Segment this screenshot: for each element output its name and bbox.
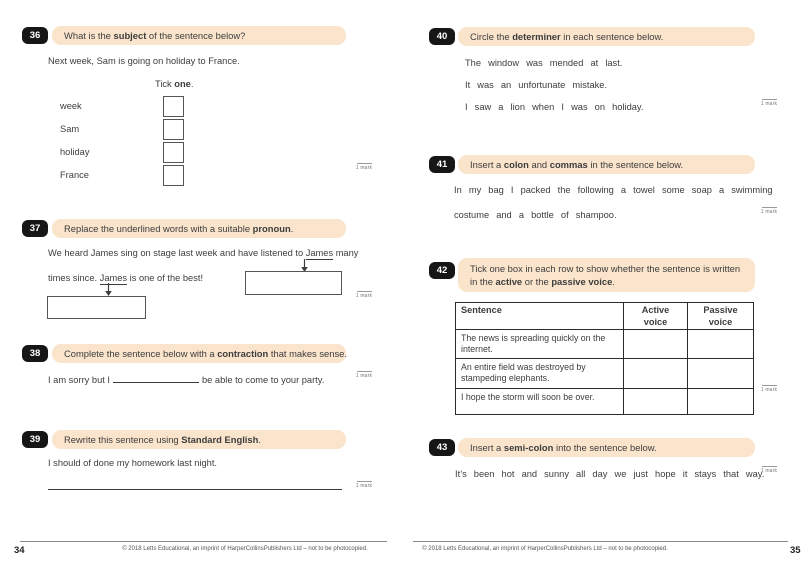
question-41-prompt-band bbox=[458, 155, 755, 174]
mark-label: 1 mark bbox=[355, 293, 373, 299]
mark-line bbox=[357, 371, 372, 372]
question-38-prompt-text: Complete the sentence below with a contraction that makes sense. bbox=[64, 348, 347, 359]
table-row bbox=[456, 389, 754, 415]
passive-voice-cell-2[interactable] bbox=[688, 359, 754, 389]
mark-label: 1 mark bbox=[760, 387, 778, 393]
question-number-badge-40: 40 bbox=[429, 28, 455, 45]
tick-box-sam[interactable] bbox=[163, 119, 184, 140]
question-number-badge-42: 42 bbox=[429, 262, 455, 279]
active-voice-cell-2[interactable] bbox=[624, 359, 688, 389]
question-39-sentence: I should of done my homework last night. bbox=[48, 458, 217, 468]
question-37-prompt-band bbox=[52, 219, 346, 238]
question-number-badge-41: 41 bbox=[429, 156, 455, 173]
row-sentence-3: I hope the storm will soon be over. bbox=[456, 389, 624, 415]
mark-line bbox=[357, 481, 372, 482]
right-page bbox=[405, 0, 810, 573]
table-row bbox=[456, 359, 754, 389]
footer-rule bbox=[413, 541, 788, 542]
mark-line bbox=[357, 291, 372, 292]
active-voice-cell-1[interactable] bbox=[624, 330, 688, 359]
passive-voice-cell-1[interactable] bbox=[688, 330, 754, 359]
question-36-prompt-text: What is the subject of the sentence below? bbox=[64, 30, 246, 41]
mark-label: 1 mark bbox=[355, 483, 373, 489]
option-label-week: week bbox=[60, 101, 82, 111]
row-sentence-1: The news is spreading quickly on the internet. bbox=[456, 330, 624, 359]
row-sentence-2: An entire field was destroyed by stampeding elephants. bbox=[456, 359, 624, 389]
mark-label: 1 mark bbox=[760, 101, 778, 107]
mark-line bbox=[762, 385, 777, 386]
question-36-prompt-band bbox=[52, 26, 346, 45]
mark-label: 1 mark bbox=[355, 165, 373, 171]
question-number-badge-43: 43 bbox=[429, 439, 455, 456]
sentence-after-blank: be able to come to your party. bbox=[202, 375, 325, 385]
question-40-prompt-band bbox=[458, 27, 755, 46]
mark-line bbox=[762, 207, 777, 208]
mark-indicator-q38 bbox=[350, 371, 378, 379]
table-header-active-voice: Active voice bbox=[624, 303, 688, 330]
question-40-sentence-2: It was an unfortunate mistake. bbox=[465, 80, 608, 90]
page-number-right: 35 bbox=[790, 545, 801, 556]
question-37-prompt-text: Replace the underlined words with a suitable pronoun. bbox=[64, 223, 294, 234]
question-36-sentence: Next week, Sam is going on holiday to France. bbox=[48, 56, 240, 66]
option-label-france: France bbox=[60, 170, 89, 180]
mark-label: 1 mark bbox=[760, 209, 778, 215]
footer-copyright-right: © 2018 Letts Educational, an imprint of HarperCollinsPublishers Ltd – not to be photocopied. bbox=[422, 546, 668, 552]
question-38-prompt-band bbox=[52, 344, 346, 363]
sentence-before-blank: I am sorry but I bbox=[48, 375, 110, 385]
pronoun-answer-box-2[interactable] bbox=[47, 296, 146, 319]
mark-indicator-q42 bbox=[755, 385, 783, 393]
mark-line bbox=[762, 99, 777, 100]
question-40-prompt-text: Circle the determiner in each sentence below. bbox=[470, 31, 664, 42]
table-header-passive-voice: Passive voice bbox=[688, 303, 754, 330]
active-passive-table bbox=[455, 302, 754, 415]
question-number-badge-37: 37 bbox=[22, 220, 48, 237]
option-label-sam: Sam bbox=[60, 124, 80, 134]
mark-indicator-q41 bbox=[755, 207, 783, 215]
active-voice-cell-3[interactable] bbox=[624, 389, 688, 415]
option-label-holiday: holiday bbox=[60, 147, 90, 157]
mark-indicator-q37 bbox=[350, 291, 378, 299]
question-43-prompt-text: Insert a semi-colon into the sentence below. bbox=[470, 442, 657, 453]
table-row bbox=[456, 330, 754, 359]
question-40-sentence-1: The window was mended at last. bbox=[465, 58, 623, 68]
mark-indicator-q43 bbox=[755, 466, 783, 474]
question-41-sentence-line1: In my bag I packed the following a towel some soap a swimming bbox=[454, 185, 773, 195]
question-43-prompt-band bbox=[458, 438, 755, 457]
question-number-badge-39: 39 bbox=[22, 431, 48, 448]
answer-line[interactable] bbox=[48, 489, 342, 490]
down-arrow-icon bbox=[104, 283, 113, 296]
tick-box-holiday[interactable] bbox=[163, 142, 184, 163]
table-header-sentence: Sentence bbox=[456, 303, 624, 330]
mark-indicator-q40 bbox=[755, 99, 783, 107]
question-39-prompt-text: Rewrite this sentence using Standard English. bbox=[64, 434, 261, 445]
tick-box-france[interactable] bbox=[163, 165, 184, 186]
question-37-sentence-line1: We heard James sing on stage last week and have listened to James many bbox=[48, 248, 359, 258]
question-number-badge-36: 36 bbox=[22, 27, 48, 44]
question-40-sentence-3: I saw a lion when I was on holiday. bbox=[465, 102, 644, 112]
passive-voice-cell-3[interactable] bbox=[688, 389, 754, 415]
pronoun-answer-box-1[interactable] bbox=[245, 271, 342, 295]
question-38-sentence bbox=[48, 374, 324, 386]
question-37-sentence-line2: times since. James is one of the best! bbox=[48, 273, 204, 283]
question-42-prompt-text: Tick one box in each row to show whether the sentence is written in the active or the passive voice. bbox=[470, 263, 741, 287]
tick-one-label: Tick one. bbox=[155, 79, 194, 89]
mark-indicator-q36 bbox=[350, 163, 378, 171]
page-number-left: 34 bbox=[14, 545, 25, 556]
mark-indicator-q39 bbox=[350, 481, 378, 489]
footer-copyright-left: © 2018 Letts Educational, an imprint of HarperCollinsPublishers Ltd – not to be photocopied. bbox=[122, 546, 368, 552]
question-39-prompt-band bbox=[52, 430, 346, 449]
table-header-row bbox=[456, 303, 754, 330]
footer-rule bbox=[20, 541, 387, 542]
mark-line bbox=[762, 466, 777, 467]
contraction-blank[interactable] bbox=[113, 374, 199, 383]
tick-box-week[interactable] bbox=[163, 96, 184, 117]
question-41-prompt-text: Insert a colon and commas in the sentence below. bbox=[470, 159, 684, 170]
question-43-sentence: It’s been hot and sunny all day we just hope it stays that way. bbox=[455, 469, 765, 479]
question-42-prompt-band bbox=[458, 258, 755, 292]
mark-line bbox=[357, 163, 372, 164]
question-41-sentence-line2: costume and a bottle of shampoo. bbox=[454, 210, 617, 220]
mark-label: 1 mark bbox=[760, 468, 778, 474]
mark-label: 1 mark bbox=[355, 373, 373, 379]
question-number-badge-38: 38 bbox=[22, 345, 48, 362]
